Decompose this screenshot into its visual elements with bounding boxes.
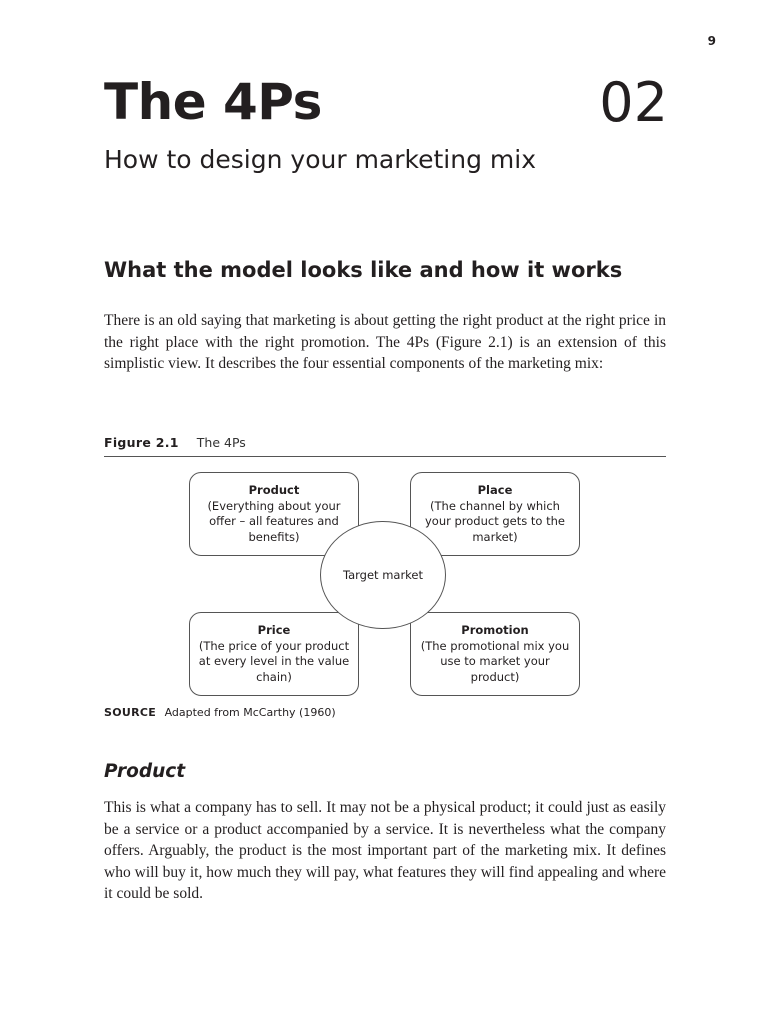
price-box-text: (The price of your product at every level in the value chain) [198, 638, 350, 684]
figure-name: The 4Ps [196, 435, 246, 450]
promotion-box-title: Promotion [461, 623, 529, 637]
source-label: SOURCE [104, 706, 157, 719]
source-text: Adapted from McCarthy (1960) [164, 706, 336, 719]
page-number: 9 [707, 34, 716, 48]
price-box [189, 612, 359, 696]
product-heading: Product [104, 761, 186, 782]
figure-caption [104, 435, 666, 457]
chapter-subtitle: How to design your marketing mix [104, 145, 536, 174]
product-box-title: Product [248, 483, 300, 497]
intro-paragraph: There is an old saying that marketing is about getting the right product at the right price in the right place with the right promotion. The 4Ps (Figure 2.1) is an extension of this simplistic view. It describes the four essential components of the marketing mix: [104, 312, 666, 373]
place-box-text: (The channel by which your product gets to the market) [424, 498, 565, 544]
section-heading: What the model looks like and how it works [104, 258, 623, 282]
chapter-title: The 4Ps [104, 73, 322, 131]
promotion-box-text: (The promotional mix you use to market your product) [420, 638, 570, 684]
promotion-box [410, 612, 580, 696]
chapter-number: 02 [599, 71, 668, 134]
product-paragraph: This is what a company has to sell. It may not be a physical product; it could just as easily be a service or a product accompanied by a service. It is nevertheless what the company offers. Arguably, the product is the most important part of the marketing mix. It defines who will buy it, how much they will pay, what features they will find appealing and where it could be sold. [104, 799, 666, 903]
figure-label: Figure 2.1 [104, 435, 179, 450]
place-box-title: Place [477, 483, 513, 497]
price-box-title: Price [257, 623, 291, 637]
target-market-circle [320, 521, 446, 629]
target-market-label: Target market [342, 567, 424, 582]
place-box [410, 472, 580, 556]
product-box-text: (Everything about your offer – all features and benefits) [207, 498, 341, 544]
figure-source [104, 706, 336, 719]
